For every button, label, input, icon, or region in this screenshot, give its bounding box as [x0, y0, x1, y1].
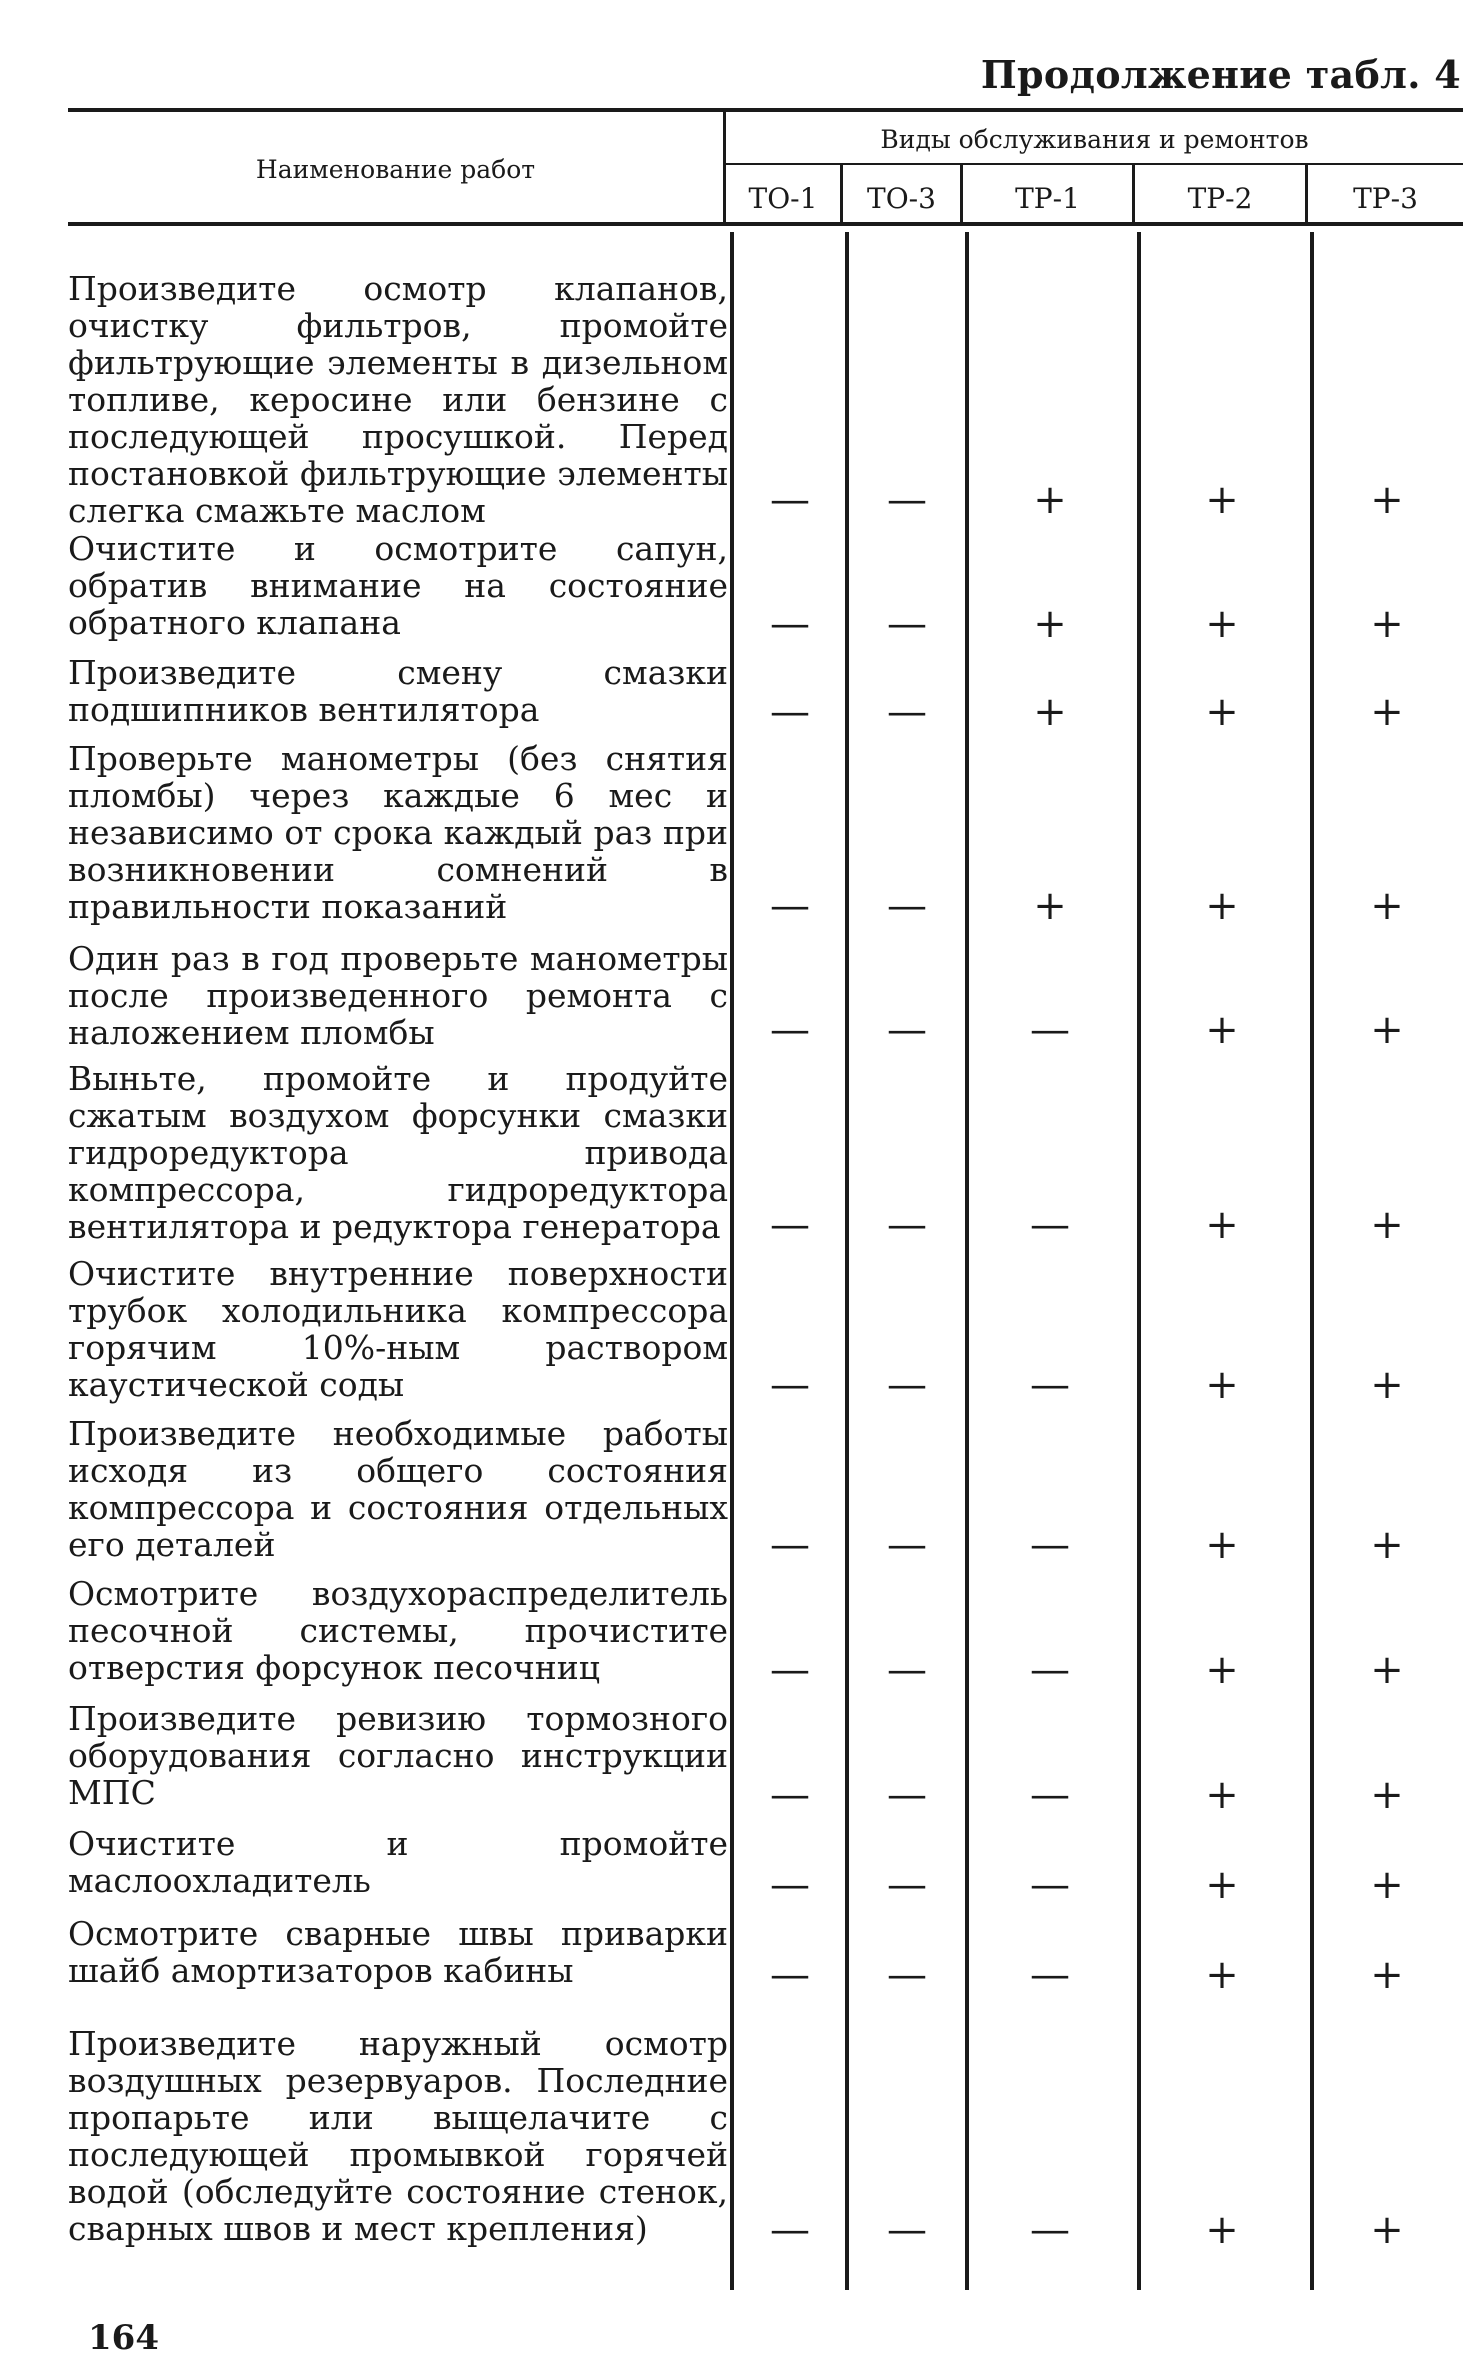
work-description: Проверьте манометры (без снятия пломбы) через каждые 6 мес и независимо от срока каждый раз при возникновении сомнений в правильности показаний: [68, 739, 728, 926]
mark-tr3: +: [1370, 1522, 1404, 1568]
group-header: Виды обслуживания и ремонтов: [880, 125, 1309, 154]
mark-to1: —: [770, 1522, 810, 1568]
mark-tr3: +: [1370, 1362, 1404, 1408]
mark-tr2: +: [1205, 1647, 1239, 1693]
work-description: Один раз в год проверьте манометры после произведенного ремонта с наложением пломбы: [68, 939, 728, 1052]
mark-to1: —: [770, 689, 810, 735]
mark-tr1: —: [1030, 2207, 1070, 2253]
mark-tr2: +: [1205, 1522, 1239, 1568]
mark-tr3: +: [1370, 1862, 1404, 1908]
mark-tr1: +: [1033, 477, 1067, 523]
mark-tr1: —: [1030, 1007, 1070, 1053]
mark-tr1: +: [1033, 601, 1067, 647]
column-header-tr1: ТР-1: [1015, 182, 1080, 215]
mark-tr2: +: [1205, 1362, 1239, 1408]
mark-tr3: +: [1370, 689, 1404, 735]
mark-to1: —: [770, 477, 810, 523]
mark-tr2: +: [1205, 883, 1239, 929]
mark-tr2: +: [1205, 1862, 1239, 1908]
mark-tr3: +: [1370, 883, 1404, 929]
mark-to1: —: [770, 1952, 810, 1998]
mark-tr1: —: [1030, 1202, 1070, 1248]
mark-to3: —: [887, 1647, 927, 1693]
column-header-to3: ТО-3: [867, 182, 936, 215]
mark-tr2: +: [1205, 2207, 1239, 2253]
work-description: Произведите смену смазки подшипников вентилятора: [68, 653, 728, 729]
mark-tr1: +: [1033, 883, 1067, 929]
work-column-header: Наименование работ: [255, 155, 536, 184]
body-divider-work: [730, 232, 734, 2290]
mark-tr1: —: [1030, 1952, 1070, 1998]
table-continuation-label: Продолжение табл. 4: [980, 52, 1461, 97]
work-description: Выньте, промойте и продуйте сжатым воздухом форсунки смазки гидроредуктора привода компрессора, гидроредуктора вентилятора и редуктора генератора: [68, 1059, 728, 1246]
work-description: Очистите и осмотрите сапун, обратив внимание на состояние обратного клапана: [68, 529, 728, 642]
mark-tr1: —: [1030, 1362, 1070, 1408]
mark-to3: —: [887, 1362, 927, 1408]
mark-to1: —: [770, 1202, 810, 1248]
mark-tr3: +: [1370, 1202, 1404, 1248]
mark-tr2: +: [1205, 1202, 1239, 1248]
mark-to1: —: [770, 1362, 810, 1408]
mark-tr2: +: [1205, 601, 1239, 647]
mark-tr1: —: [1030, 1772, 1070, 1818]
mark-to1: —: [770, 601, 810, 647]
work-description: Очистите и промойте маслоохладитель: [68, 1824, 728, 1900]
mark-tr2: +: [1205, 689, 1239, 735]
mark-to3: —: [887, 477, 927, 523]
mark-to1: —: [770, 2207, 810, 2253]
work-description: Произведите осмотр клапанов, очистку фильтров, промойте фильтрующие элементы в дизельном топливе, керосине или бензине с последующей просушкой. Перед постановкой фильтрующие элементы слегка смажьте маслом: [68, 269, 728, 530]
mark-tr1: —: [1030, 1522, 1070, 1568]
mark-to1: —: [770, 1772, 810, 1818]
work-description: Осмотрите сварные швы приварки шайб амортизаторов кабины: [68, 1914, 728, 1990]
table-top-rule: [68, 108, 1463, 112]
mark-tr2: +: [1205, 1772, 1239, 1818]
work-description: Произведите ревизию тормозного оборудования согласно инструкции МПС: [68, 1699, 728, 1812]
mark-to1: —: [770, 883, 810, 929]
mark-to1: —: [770, 1647, 810, 1693]
mark-to1: —: [770, 1862, 810, 1908]
work-description: Осмотрите воздухораспределитель песочной системы, прочистите отверстия форсунок песочниц: [68, 1574, 728, 1687]
group-header-underline: [725, 163, 1463, 165]
mark-to1: —: [770, 1007, 810, 1053]
body-divider-4: [1310, 232, 1314, 2290]
mark-tr3: +: [1370, 1007, 1404, 1053]
mark-tr2: +: [1205, 1952, 1239, 1998]
mark-tr3: +: [1370, 1772, 1404, 1818]
mark-to3: —: [887, 689, 927, 735]
mark-to3: —: [887, 1862, 927, 1908]
column-header-tr2: ТР-2: [1187, 182, 1253, 215]
mark-tr1: —: [1030, 1647, 1070, 1693]
header-bottom-rule: [68, 222, 1463, 226]
page-number: 164: [88, 2318, 159, 2358]
work-description: Произведите необходимые работы исходя из общего состояния компрессора и состояния отдельных его деталей: [68, 1414, 728, 1564]
mark-to3: —: [887, 883, 927, 929]
column-header-to1: ТО-1: [748, 182, 818, 215]
mark-tr3: +: [1370, 2207, 1404, 2253]
body-divider-2: [965, 232, 969, 2290]
mark-to3: —: [887, 1772, 927, 1818]
mark-tr3: +: [1370, 477, 1404, 523]
mark-tr2: +: [1205, 1007, 1239, 1053]
mark-tr1: +: [1033, 689, 1067, 735]
mark-tr1: —: [1030, 1862, 1070, 1908]
mark-tr2: +: [1205, 477, 1239, 523]
body-divider-3: [1137, 232, 1141, 2290]
mark-tr3: +: [1370, 1647, 1404, 1693]
mark-to3: —: [887, 601, 927, 647]
column-header-tr3: ТР-3: [1353, 182, 1418, 215]
mark-to3: —: [887, 1522, 927, 1568]
work-description: Произведите наружный осмотр воздушных резервуаров. Последние пропарьте или выщелачите с последующей промывкой горячей водой (обследуйте состояние стенок, сварных швов и мест крепления): [68, 2024, 728, 2248]
mark-to3: —: [887, 1007, 927, 1053]
mark-to3: —: [887, 2207, 927, 2253]
mark-tr3: +: [1370, 601, 1404, 647]
mark-tr3: +: [1370, 1952, 1404, 1998]
mark-to3: —: [887, 1202, 927, 1248]
body-divider-1: [845, 232, 849, 2290]
work-description: Очистите внутренние поверхности трубок холодильника компрессора горячим 10%-ным раствором каустической соды: [68, 1254, 728, 1404]
mark-to3: —: [887, 1952, 927, 1998]
